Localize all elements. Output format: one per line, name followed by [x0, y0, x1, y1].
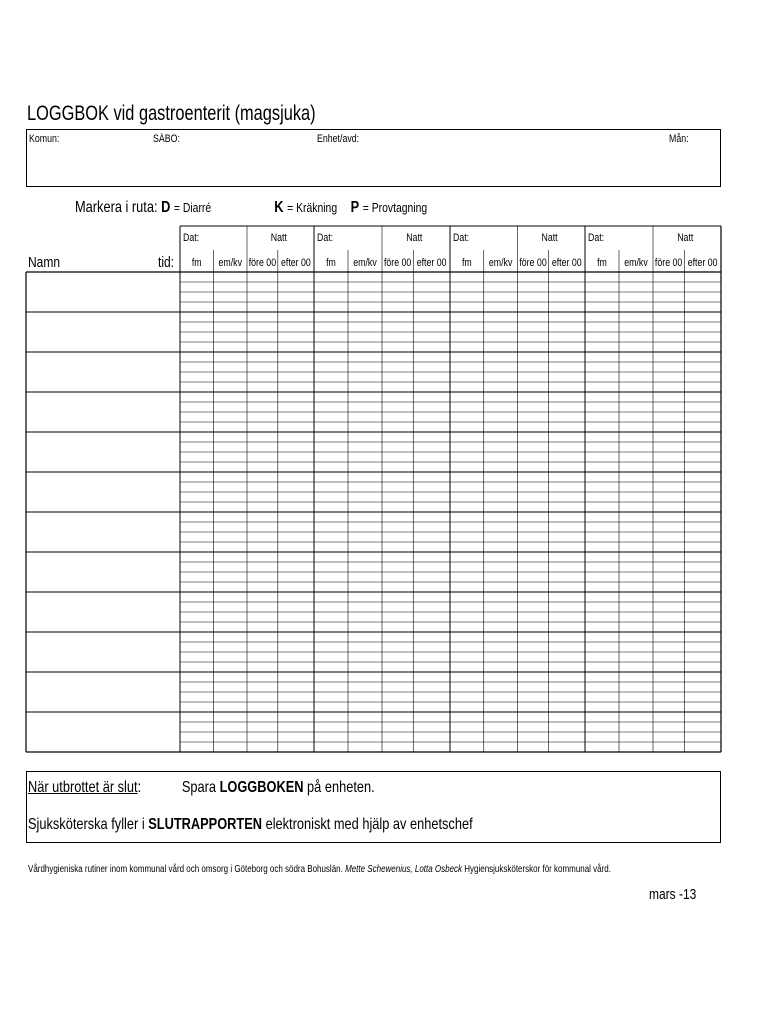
credits-role: Hygiensjuksköterskor för kommunal vård. [464, 864, 611, 875]
legend-k-text: = Kräkning [287, 200, 338, 215]
time-column-header: fm [461, 257, 472, 270]
time-column-header: fm [326, 257, 336, 270]
time-column-header: em/kv [353, 257, 377, 270]
legend-p-text: = Provtagning [362, 200, 428, 215]
time-column-header: fm [597, 257, 607, 270]
credits-authors: Mette Schewenius, Lotta Osbeck [345, 864, 463, 875]
footer-line-1 [28, 779, 461, 797]
time-column-header: em/kv [624, 257, 648, 270]
night-label: Natt [270, 232, 287, 245]
time-column-header: efter 00 [416, 257, 447, 270]
report-instruction-bold: SLUTRAPPORTEN [148, 816, 263, 833]
night-label: Natt [541, 232, 558, 245]
day-date-label: Dat: [453, 232, 470, 245]
day-date-label: Dat: [317, 232, 334, 245]
legend-d-key: D [161, 199, 171, 216]
page-title: LOGGBOK vid gastroenterit (magsjuka) [27, 102, 316, 125]
sabo-field-label: SÄBO: [153, 133, 180, 145]
time-column-header: fm [191, 257, 202, 270]
outbreak-end-label: När utbrottet är slut [28, 779, 138, 796]
time-column-header: em/kv [218, 257, 242, 270]
name-column-header: Namn [28, 254, 61, 271]
enhet-field-label: Enhet/avd: [317, 133, 360, 145]
time-column-header: före 00 [248, 257, 277, 270]
footer-line-2 [28, 816, 584, 834]
time-column-header: före 00 [654, 257, 683, 270]
night-label: Natt [677, 232, 694, 245]
time-column-header: efter 00 [687, 257, 718, 270]
save-instruction-post: på enheten. [307, 779, 375, 796]
outbreak-end-colon: : [137, 779, 142, 796]
day-date-label: Dat: [183, 232, 200, 245]
credits-line [28, 864, 757, 875]
report-instruction-post: elektroniskt med hjälp av enhetschef [265, 816, 473, 833]
report-instruction-pre: Sjuksköterska fyller i [28, 816, 145, 833]
time-column-header: efter 00 [280, 257, 311, 270]
man-field-label: Mån: [669, 133, 689, 145]
save-instruction-pre: Spara [181, 779, 217, 796]
legend-prefix: Markera i ruta: [75, 199, 158, 216]
document-date: mars -13 [649, 886, 697, 903]
legend-d-text: = Diarré [173, 200, 212, 215]
credits-text: Vårdhygieniska rutiner inom kommunal vård och omsorg i Göteborg och södra Bohuslän. [28, 864, 343, 875]
night-label: Natt [406, 232, 423, 245]
time-column-header: före 00 [519, 257, 547, 270]
time-row-label: tid: [158, 254, 175, 271]
day-date-label: Dat: [588, 232, 605, 245]
kommun-field-label: Komun: [29, 133, 60, 145]
legend-p-key: P [350, 199, 360, 216]
time-column-header: efter 00 [551, 257, 582, 270]
time-column-header: före 00 [383, 257, 412, 270]
time-column-header: em/kv [488, 257, 513, 270]
save-instruction-bold: LOGGBOKEN [219, 779, 304, 796]
legend-k-key: K [274, 199, 284, 216]
